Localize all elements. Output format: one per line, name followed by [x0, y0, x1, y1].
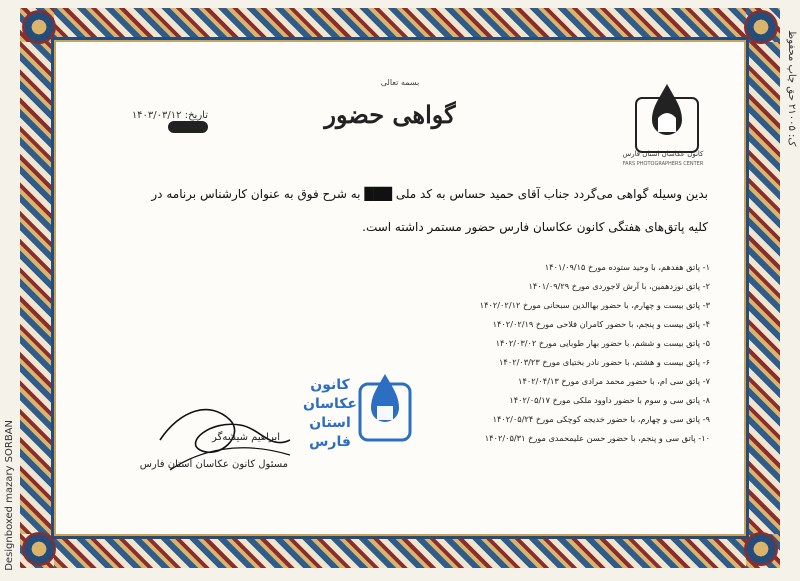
list-item: ۸- پاتق سی و سوم با حضور داوود ملکی مورخ ۱۴۰۲/۰۵/۱۷: [509, 395, 710, 405]
printer-mark: Designboxed mazary SORBAN: [4, 420, 15, 571]
body-line-2: کلیه پاتق‌های هفتگی کانون عکاسان فارس حضور مستمر داشته است.: [362, 220, 708, 234]
corner-ornament: [744, 532, 778, 566]
logo-subcaption: FARS PHOTOGRAPHERS CENTER: [622, 161, 704, 167]
list-item: ۴- پاتق بیست و پنجم، با حضور کامران فلاحی مورخ ۱۴۰۲/۰۲/۱۹: [492, 319, 710, 329]
camera-logo-icon: [632, 80, 702, 158]
page-title: گواهی حضور: [324, 100, 456, 129]
list-item: ۲- پاتق نوزدهمین، با آرش لاجوردی مورخ ۱۴۰۱/۰۹/۲۹: [528, 281, 710, 291]
list-item: ۵- پاتق بیست و ششم، با حضور بهار طوبایی مورخ ۱۴۰۲/۰۳/۰۲: [495, 338, 710, 348]
list-item: ۱۰- پاتق سی و پنجم، با حضور حسن علیمحمدی مورخ ۱۴۰۲/۰۵/۳۱: [484, 433, 710, 443]
print-code: ک: ۲۱۰۰۵ حق چاپ محفوظ: [786, 30, 797, 147]
signer-name: ابراهیم شیشه‌گر: [212, 432, 280, 443]
stamp-text: کانون عکاسان استان فارس: [303, 377, 357, 450]
corner-ornament: [22, 532, 56, 566]
list-item: ۳- پاتق بیست و چهارم، با حضور بهاالدین سبحانی مورخ ۱۴۰۲/۰۲/۱۲: [479, 300, 710, 310]
list-item: ۱- پاتق هفدهم، با وحید ستوده مورخ ۱۴۰۱/۰۹/۱۵: [544, 262, 710, 272]
list-item: ۶- پاتق بیست و هشتم، با حضور نادر بختیای مورخ ۱۴۰۲/۰۳/۲۳: [499, 357, 710, 367]
list-item: ۹- پاتق سی و چهارم، با حضور خدیجه کوچکی مورخ ۱۴۰۲/۰۵/۲۴: [492, 414, 710, 424]
date-line: [98, 110, 208, 133]
redaction-mark: [168, 121, 208, 133]
corner-ornament: [744, 10, 778, 44]
bismillah: بسمه تعالی: [380, 78, 420, 87]
session-list: [440, 258, 710, 448]
date-value: ۱۴۰۳/۰۳/۱۲: [131, 110, 182, 121]
signer-role: مسئول کانون عکاسان استان فارس: [139, 459, 288, 470]
corner-ornament: [22, 10, 56, 44]
body-line-1: بدین وسیله گواهی می‌گردد جناب آقای حمید حساس به کد ملی ███ به شرح فوق به عنوان کارشناس برنامه در: [151, 187, 708, 201]
logo-caption: کانون عکاسان استان فارس: [622, 150, 704, 158]
date-label: تاریخ:: [184, 110, 208, 121]
list-item: ۷- پاتق سی‌ ام، با حضور محمد مرادی مورخ ۱۴۰۲/۰۴/۱۳: [518, 376, 710, 386]
